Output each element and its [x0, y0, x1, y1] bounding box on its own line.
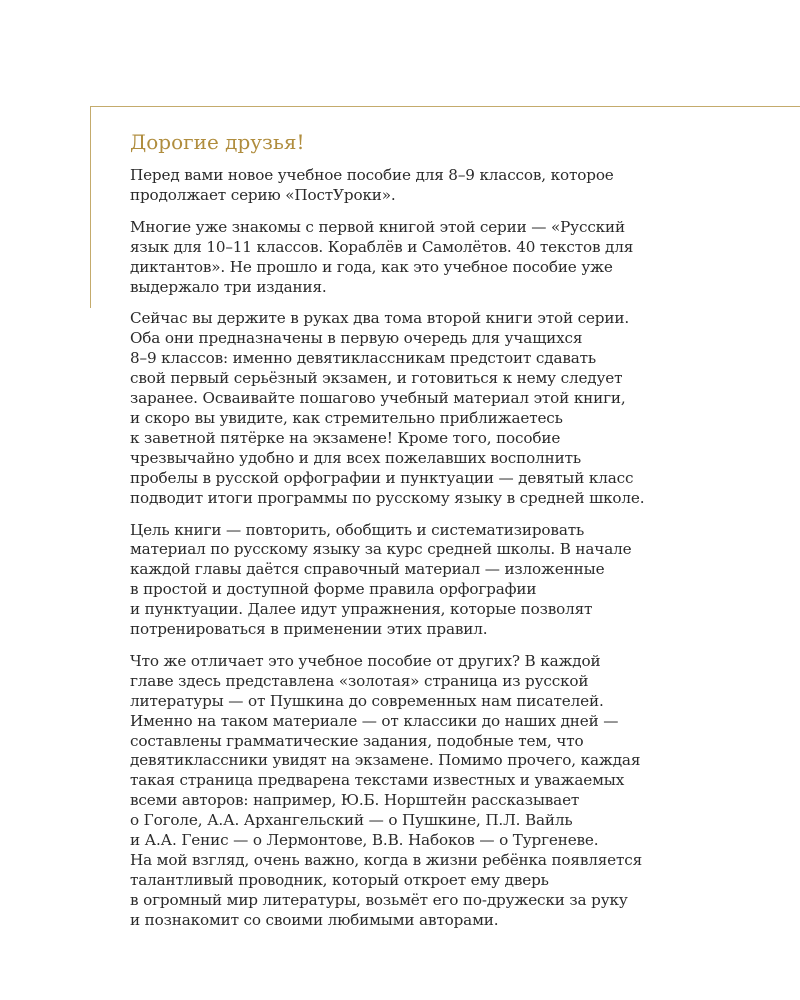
text-line: о Гоголе, А.А. Архангельский — о Пушкине, П.Л. Вайль	[130, 811, 573, 830]
text-line: такая страница предварена текстами известных и уважаемых	[130, 771, 625, 790]
text-line: в огромный мир литературы, возьмёт его по-дружески за руку	[130, 890, 628, 909]
text-line: талантливый проводник, который откроет ему дверь	[130, 870, 549, 889]
text-line: и скоро вы увидите, как стремительно приближаетесь	[130, 408, 563, 427]
decorative-frame-left-line	[90, 106, 91, 308]
text-line: Сейчас вы держите в руках два тома второй книги этой серии.	[130, 309, 629, 328]
text-line: Перед вами новое учебное пособие для 8–9 классов, которое	[130, 166, 614, 184]
paragraph-container	[130, 166, 710, 931]
text-line: подводит итоги программы по русскому языку в средней школе.	[130, 488, 645, 507]
text-line: Цель книги — повторить, обобщить и систематизировать	[130, 520, 585, 539]
text-line: составлены грамматические задания, подобные тем, что	[130, 731, 584, 750]
text-line: потренироваться в применении этих правил.	[130, 620, 488, 639]
text-line: всеми авторов: например, Ю.Б. Норштейн рассказывает	[130, 791, 580, 810]
text-line: в простой и доступной форме правила орфографии	[130, 580, 537, 599]
decorative-frame-top-line	[90, 106, 800, 107]
text-line: и А.А. Генис — о Лермонтове, В.В. Набоков — о Тургеневе.	[130, 831, 599, 850]
paragraph-1	[130, 166, 710, 206]
text-line: Оба они предназначены в первую очередь для учащихся	[130, 329, 583, 348]
text-line: диктантов». Не прошло и года, как это учебное пособие уже	[130, 257, 613, 276]
text-line: к заветной пятёрке на экзамене! Кроме того, пособие	[130, 428, 561, 447]
text-line: каждой главы даётся справочный материал — изложенные	[130, 560, 605, 579]
text-line: главе здесь представлена «золотая» страница из русской	[130, 671, 589, 690]
text-line: литературы — от Пушкина до современных нам писателей.	[130, 691, 604, 710]
text-line: язык для 10–11 классов. Кораблёв и Самолётов. 40 текстов для	[130, 237, 634, 256]
text-line: свой первый серьёзный экзамен, и готовиться к нему следует	[130, 369, 623, 388]
text-line: Многие уже знакомы с первой книгой этой серии — «Русский	[130, 217, 625, 236]
text-line: заранее. Осваивайте пошагово учебный материал этой книги,	[130, 389, 626, 408]
text-line: 8–9 классов: именно девятиклассникам предстоит сдавать	[130, 349, 597, 368]
paragraph-4	[130, 521, 710, 640]
text-line: чрезвычайно удобно и для всех пожелавших восполнить	[130, 448, 581, 467]
text-line: пробелы в русской орфографии и пунктуации — девятый класс	[130, 468, 634, 487]
text-line: Именно на таком материале — от классики до наших дней —	[130, 711, 619, 730]
paragraph-3	[130, 309, 710, 508]
text-line: и пунктуации. Далее идут упражнения, которые позволят	[130, 600, 593, 619]
text-line: и познакомит со своими любимыми авторами.	[130, 910, 499, 929]
text-line: продолжает серию «ПостУроки».	[130, 185, 396, 204]
paragraph-2	[130, 218, 710, 298]
text-line: материал по русскому языку за курс средней школы. В начале	[130, 540, 632, 559]
text-line: выдержало три издания.	[130, 277, 327, 296]
page-heading: Дорогие друзья!	[130, 130, 305, 154]
paragraph-5	[130, 652, 710, 931]
text-line: На мой взгляд, очень важно, когда в жизни ребёнка появляется	[130, 851, 643, 869]
letter-body	[130, 128, 710, 943]
text-line: девятиклассники увидят на экзамене. Помимо прочего, каждая	[130, 751, 641, 770]
text-line: Что же отличает это учебное пособие от других? В каждой	[130, 651, 601, 670]
